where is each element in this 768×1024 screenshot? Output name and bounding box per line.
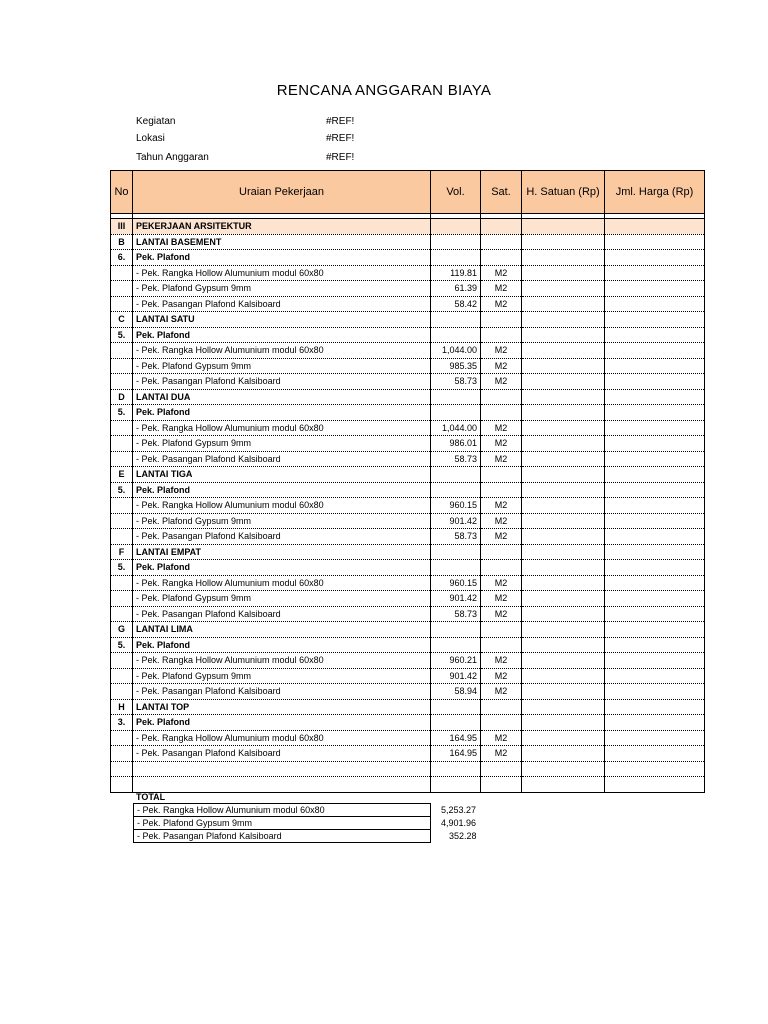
- cell-sat: M2: [481, 575, 522, 591]
- cell-jumlah-harga: [605, 389, 705, 405]
- cell-sat: M2: [481, 374, 522, 390]
- total-row: [134, 817, 480, 830]
- cell-harga-satuan: [522, 467, 605, 483]
- cell-sat: [481, 234, 522, 250]
- cell-vol: [431, 234, 481, 250]
- cell-vol: [431, 761, 481, 777]
- table-row: [111, 374, 705, 390]
- cell-sat: [481, 482, 522, 498]
- cell-vol: 58.73: [431, 451, 481, 467]
- cell-no: 5.: [111, 560, 133, 576]
- cell-no: [111, 746, 133, 762]
- cell-uraian: - Pek. Pasangan Plafond Kalsiboard: [133, 451, 431, 467]
- cell-jumlah-harga: [605, 451, 705, 467]
- cell-vol: 58.42: [431, 296, 481, 312]
- cell-jumlah-harga: [605, 343, 705, 359]
- cell-sat: M2: [481, 746, 522, 762]
- cell-jumlah-harga: [605, 560, 705, 576]
- cell-vol: 119.81: [431, 265, 481, 281]
- cell-uraian: - Pek. Pasangan Plafond Kalsiboard: [133, 746, 431, 762]
- cell-no: [111, 606, 133, 622]
- cell-jumlah-harga: [605, 513, 705, 529]
- total-desc: - Pek. Plafond Gypsum 9mm: [134, 817, 431, 830]
- table-row: [111, 420, 705, 436]
- cell-no: 5.: [111, 637, 133, 653]
- cell-sat: [481, 467, 522, 483]
- cell-no: [111, 653, 133, 669]
- cell-harga-satuan: [522, 405, 605, 421]
- cell-no: [111, 420, 133, 436]
- table-row: [111, 715, 705, 731]
- cell-harga-satuan: [522, 513, 605, 529]
- cell-jumlah-harga: [605, 668, 705, 684]
- table-row: [111, 622, 705, 638]
- cell-uraian: Pek. Plafond: [133, 405, 431, 421]
- cell-harga-satuan: [522, 637, 605, 653]
- cell-uraian: LANTAI BASEMENT: [133, 234, 431, 250]
- cell-jumlah-harga: [605, 777, 705, 793]
- cell-uraian: - Pek. Rangka Hollow Alumunium modul 60x80: [133, 265, 431, 281]
- cell-vol: 901.42: [431, 591, 481, 607]
- cell-jumlah-harga: [605, 219, 705, 235]
- cell-harga-satuan: [522, 622, 605, 638]
- cell-sat: M2: [481, 451, 522, 467]
- cell-harga-satuan: [522, 296, 605, 312]
- cell-harga-satuan: [522, 389, 605, 405]
- cell-vol: 901.42: [431, 668, 481, 684]
- cell-sat: M2: [481, 281, 522, 297]
- cell-sat: [481, 250, 522, 266]
- cell-vol: 58.73: [431, 374, 481, 390]
- table-row: [111, 560, 705, 576]
- cell-no: 3.: [111, 715, 133, 731]
- table-row: [111, 699, 705, 715]
- cell-harga-satuan: [522, 250, 605, 266]
- cell-sat: M2: [481, 668, 522, 684]
- cell-sat: M2: [481, 513, 522, 529]
- table-row: [111, 265, 705, 281]
- cell-vol: 960.21: [431, 653, 481, 669]
- table-row: [111, 606, 705, 622]
- cell-sat: M2: [481, 420, 522, 436]
- cell-no: [111, 451, 133, 467]
- cell-harga-satuan: [522, 234, 605, 250]
- cell-jumlah-harga: [605, 436, 705, 452]
- cell-vol: 164.95: [431, 730, 481, 746]
- cell-vol: [431, 250, 481, 266]
- cell-harga-satuan: [522, 575, 605, 591]
- cell-jumlah-harga: [605, 529, 705, 545]
- table-row: [111, 405, 705, 421]
- cell-harga-satuan: [522, 265, 605, 281]
- total-value: 352.28: [449, 831, 477, 841]
- table-row: [111, 544, 705, 560]
- cell-sat: M2: [481, 684, 522, 700]
- cell-harga-satuan: [522, 560, 605, 576]
- cell-uraian: - Pek. Plafond Gypsum 9mm: [133, 436, 431, 452]
- cell-harga-satuan: [522, 436, 605, 452]
- table-row: [111, 281, 705, 297]
- cell-sat: [481, 637, 522, 653]
- cell-uraian: LANTAI EMPAT: [133, 544, 431, 560]
- cell-jumlah-harga: [605, 746, 705, 762]
- cell-harga-satuan: [522, 544, 605, 560]
- cell-uraian: [133, 777, 431, 793]
- cell-vol: [431, 544, 481, 560]
- cell-no: [111, 296, 133, 312]
- cell-sat: M2: [481, 606, 522, 622]
- cell-sat: [481, 389, 522, 405]
- cell-no: G: [111, 622, 133, 638]
- table-row: [111, 730, 705, 746]
- table-row: [111, 389, 705, 405]
- cell-jumlah-harga: [605, 358, 705, 374]
- cell-jumlah-harga: [605, 312, 705, 328]
- cell-vol: 1,044.00: [431, 343, 481, 359]
- cell-no: 5.: [111, 482, 133, 498]
- cell-uraian: LANTAI TOP: [133, 699, 431, 715]
- cell-vol: 1,044.00: [431, 420, 481, 436]
- table-row: [111, 250, 705, 266]
- cell-jumlah-harga: [605, 296, 705, 312]
- cell-no: [111, 498, 133, 514]
- total-desc: - Pek. Rangka Hollow Alumunium modul 60x80: [134, 804, 431, 817]
- cell-no: F: [111, 544, 133, 560]
- cell-harga-satuan: [522, 529, 605, 545]
- total-row: [134, 804, 480, 817]
- cell-jumlah-harga: [605, 374, 705, 390]
- cell-sat: M2: [481, 653, 522, 669]
- cell-vol: 164.95: [431, 746, 481, 762]
- cell-jumlah-harga: [605, 405, 705, 421]
- cell-no: 5.: [111, 327, 133, 343]
- cell-no: [111, 761, 133, 777]
- cell-vol: 960.15: [431, 575, 481, 591]
- cell-uraian: LANTAI LIMA: [133, 622, 431, 638]
- cell-jumlah-harga: [605, 637, 705, 653]
- cell-sat: [481, 312, 522, 328]
- table-row: [111, 498, 705, 514]
- cell-jumlah-harga: [605, 327, 705, 343]
- cell-jumlah-harga: [605, 606, 705, 622]
- cell-harga-satuan: [522, 343, 605, 359]
- cell-uraian: LANTAI SATU: [133, 312, 431, 328]
- total-table: [133, 803, 480, 843]
- cell-uraian: - Pek. Rangka Hollow Alumunium modul 60x80: [133, 575, 431, 591]
- cell-uraian: - Pek. Pasangan Plafond Kalsiboard: [133, 684, 431, 700]
- table-row: [111, 761, 705, 777]
- cell-jumlah-harga: [605, 761, 705, 777]
- cell-vol: [431, 327, 481, 343]
- cell-sat: M2: [481, 730, 522, 746]
- cell-harga-satuan: [522, 684, 605, 700]
- table-row: [111, 343, 705, 359]
- cell-jumlah-harga: [605, 715, 705, 731]
- cell-uraian: Pek. Plafond: [133, 250, 431, 266]
- cell-jumlah-harga: [605, 281, 705, 297]
- table-row: [111, 358, 705, 374]
- cell-no: [111, 265, 133, 281]
- cell-no: [111, 529, 133, 545]
- cell-vol: [431, 312, 481, 328]
- table-row: [111, 296, 705, 312]
- cell-uraian: - Pek. Pasangan Plafond Kalsiboard: [133, 296, 431, 312]
- cell-vol: 985.35: [431, 358, 481, 374]
- cell-uraian: - Pek. Pasangan Plafond Kalsiboard: [133, 606, 431, 622]
- cell-vol: [431, 560, 481, 576]
- cell-sat: M2: [481, 358, 522, 374]
- cell-vol: 61.39: [431, 281, 481, 297]
- cell-sat: [481, 715, 522, 731]
- cell-harga-satuan: [522, 374, 605, 390]
- cell-no: E: [111, 467, 133, 483]
- cell-no: [111, 343, 133, 359]
- cell-jumlah-harga: [605, 699, 705, 715]
- table-row: [111, 451, 705, 467]
- cell-uraian: [133, 761, 431, 777]
- cell-vol: [431, 219, 481, 235]
- cell-sat: M2: [481, 296, 522, 312]
- cell-harga-satuan: [522, 606, 605, 622]
- cell-uraian: Pek. Plafond: [133, 482, 431, 498]
- col-header-jumlah-harga: Jml. Harga (Rp): [605, 171, 705, 214]
- cell-jumlah-harga: [605, 498, 705, 514]
- table-row: [111, 637, 705, 653]
- cell-jumlah-harga: [605, 684, 705, 700]
- cell-jumlah-harga: [605, 730, 705, 746]
- cell-harga-satuan: [522, 358, 605, 374]
- cell-no: [111, 668, 133, 684]
- cell-no: C: [111, 312, 133, 328]
- cell-no: 6.: [111, 250, 133, 266]
- cell-uraian: - Pek. Plafond Gypsum 9mm: [133, 513, 431, 529]
- cell-harga-satuan: [522, 699, 605, 715]
- cell-vol: 986.01: [431, 436, 481, 452]
- cell-no: [111, 436, 133, 452]
- cell-harga-satuan: [522, 327, 605, 343]
- cell-sat: M2: [481, 436, 522, 452]
- cell-uraian: - Pek. Plafond Gypsum 9mm: [133, 668, 431, 684]
- table-row: [111, 482, 705, 498]
- cell-no: [111, 513, 133, 529]
- table-row: [111, 746, 705, 762]
- cell-vol: 960.15: [431, 498, 481, 514]
- cell-no: [111, 730, 133, 746]
- cell-sat: [481, 327, 522, 343]
- cell-vol: 58.94: [431, 684, 481, 700]
- table-header-row: [111, 171, 705, 214]
- cell-harga-satuan: [522, 420, 605, 436]
- cell-sat: [481, 560, 522, 576]
- cell-vol: [431, 637, 481, 653]
- cell-jumlah-harga: [605, 482, 705, 498]
- cell-vol: 58.73: [431, 529, 481, 545]
- cell-uraian: - Pek. Rangka Hollow Alumunium modul 60x80: [133, 730, 431, 746]
- cell-jumlah-harga: [605, 250, 705, 266]
- total-label: TOTAL: [136, 792, 166, 802]
- table-body: [111, 214, 705, 793]
- cell-jumlah-harga: [605, 591, 705, 607]
- cell-harga-satuan: [522, 730, 605, 746]
- col-header-vol: Vol.: [431, 171, 481, 214]
- cell-vol: [431, 482, 481, 498]
- table-row: [111, 575, 705, 591]
- cell-uraian: - Pek. Plafond Gypsum 9mm: [133, 358, 431, 374]
- cell-uraian: LANTAI DUA: [133, 389, 431, 405]
- cell-harga-satuan: [522, 715, 605, 731]
- cell-harga-satuan: [522, 653, 605, 669]
- cell-vol: [431, 405, 481, 421]
- cell-jumlah-harga: [605, 265, 705, 281]
- cell-no: [111, 591, 133, 607]
- cell-vol: [431, 389, 481, 405]
- cell-harga-satuan: [522, 761, 605, 777]
- cell-uraian: Pek. Plafond: [133, 560, 431, 576]
- cell-uraian: - Pek. Plafond Gypsum 9mm: [133, 591, 431, 607]
- col-header-no: No: [111, 171, 133, 214]
- cell-sat: M2: [481, 498, 522, 514]
- cell-sat: [481, 622, 522, 638]
- table-row: [111, 684, 705, 700]
- cell-harga-satuan: [522, 482, 605, 498]
- cell-jumlah-harga: [605, 653, 705, 669]
- cell-no: III: [111, 219, 133, 235]
- cell-harga-satuan: [522, 591, 605, 607]
- cell-sat: [481, 544, 522, 560]
- cell-harga-satuan: [522, 668, 605, 684]
- cell-sat: M2: [481, 591, 522, 607]
- cell-uraian: - Pek. Rangka Hollow Alumunium modul 60x80: [133, 420, 431, 436]
- cell-no: [111, 358, 133, 374]
- cell-jumlah-harga: [605, 575, 705, 591]
- cell-no: D: [111, 389, 133, 405]
- cell-jumlah-harga: [605, 234, 705, 250]
- rab-table: [110, 170, 705, 793]
- total-row: [134, 830, 480, 843]
- total-value: 4,901.96: [441, 818, 477, 828]
- cell-uraian: Pek. Plafond: [133, 637, 431, 653]
- table-row: [111, 653, 705, 669]
- cell-no: B: [111, 234, 133, 250]
- cell-vol: [431, 699, 481, 715]
- cell-harga-satuan: [522, 451, 605, 467]
- cell-no: 5.: [111, 405, 133, 421]
- table-row: [111, 467, 705, 483]
- cell-jumlah-harga: [605, 544, 705, 560]
- cell-vol: [431, 715, 481, 731]
- cell-jumlah-harga: [605, 467, 705, 483]
- table-row: [111, 327, 705, 343]
- cell-vol: [431, 777, 481, 793]
- cell-uraian: Pek. Plafond: [133, 327, 431, 343]
- cell-vol: [431, 467, 481, 483]
- table-row: [111, 234, 705, 250]
- cell-sat: M2: [481, 529, 522, 545]
- cell-uraian: Pek. Plafond: [133, 715, 431, 731]
- total-desc: - Pek. Pasangan Plafond Kalsiboard: [134, 830, 431, 843]
- meta-value-lokasi: #REF!: [326, 133, 355, 144]
- cell-harga-satuan: [522, 746, 605, 762]
- page-title: RENCANA ANGGARAN BIAYA: [276, 82, 492, 99]
- table-row: [111, 312, 705, 328]
- col-header-uraian: Uraian Pekerjaan: [133, 171, 431, 214]
- cell-vol: 901.42: [431, 513, 481, 529]
- cell-harga-satuan: [522, 219, 605, 235]
- cell-vol: 58.73: [431, 606, 481, 622]
- table-row: [111, 529, 705, 545]
- table-row: [111, 513, 705, 529]
- cell-no: [111, 684, 133, 700]
- cell-sat: M2: [481, 265, 522, 281]
- col-header-harga-satuan: H. Satuan (Rp): [522, 171, 605, 214]
- cell-jumlah-harga: [605, 622, 705, 638]
- cell-sat: [481, 761, 522, 777]
- total-value: 5,253.27: [441, 805, 477, 815]
- cell-uraian: - Pek. Pasangan Plafond Kalsiboard: [133, 529, 431, 545]
- table-row: [111, 668, 705, 684]
- cell-sat: [481, 777, 522, 793]
- cell-no: [111, 777, 133, 793]
- cell-uraian: - Pek. Rangka Hollow Alumunium modul 60x80: [133, 498, 431, 514]
- cell-sat: [481, 699, 522, 715]
- cell-harga-satuan: [522, 281, 605, 297]
- cell-jumlah-harga: [605, 420, 705, 436]
- meta-value-tahun: #REF!: [326, 152, 355, 163]
- cell-sat: M2: [481, 343, 522, 359]
- table-row: [111, 591, 705, 607]
- cell-sat: [481, 219, 522, 235]
- cell-no: [111, 281, 133, 297]
- meta-label-tahun: Tahun Anggaran: [136, 152, 209, 163]
- cell-uraian: - Pek. Pasangan Plafond Kalsiboard: [133, 374, 431, 390]
- cell-uraian: LANTAI TIGA: [133, 467, 431, 483]
- meta-label-lokasi: Lokasi: [136, 133, 165, 144]
- cell-uraian: - Pek. Rangka Hollow Alumunium modul 60x80: [133, 653, 431, 669]
- table-row: [111, 777, 705, 793]
- meta-value-kegiatan: #REF!: [326, 116, 355, 127]
- cell-vol: [431, 622, 481, 638]
- cell-no: [111, 374, 133, 390]
- cell-no: H: [111, 699, 133, 715]
- col-header-sat: Sat.: [481, 171, 522, 214]
- cell-harga-satuan: [522, 777, 605, 793]
- cell-uraian: - Pek. Plafond Gypsum 9mm: [133, 281, 431, 297]
- table-row: [111, 219, 705, 235]
- table-row: [111, 436, 705, 452]
- cell-sat: [481, 405, 522, 421]
- meta-label-kegiatan: Kegiatan: [136, 116, 176, 127]
- cell-harga-satuan: [522, 498, 605, 514]
- cell-harga-satuan: [522, 312, 605, 328]
- cell-uraian: - Pek. Rangka Hollow Alumunium modul 60x80: [133, 343, 431, 359]
- cell-uraian: PEKERJAAN ARSITEKTUR: [133, 219, 431, 235]
- cell-no: [111, 575, 133, 591]
